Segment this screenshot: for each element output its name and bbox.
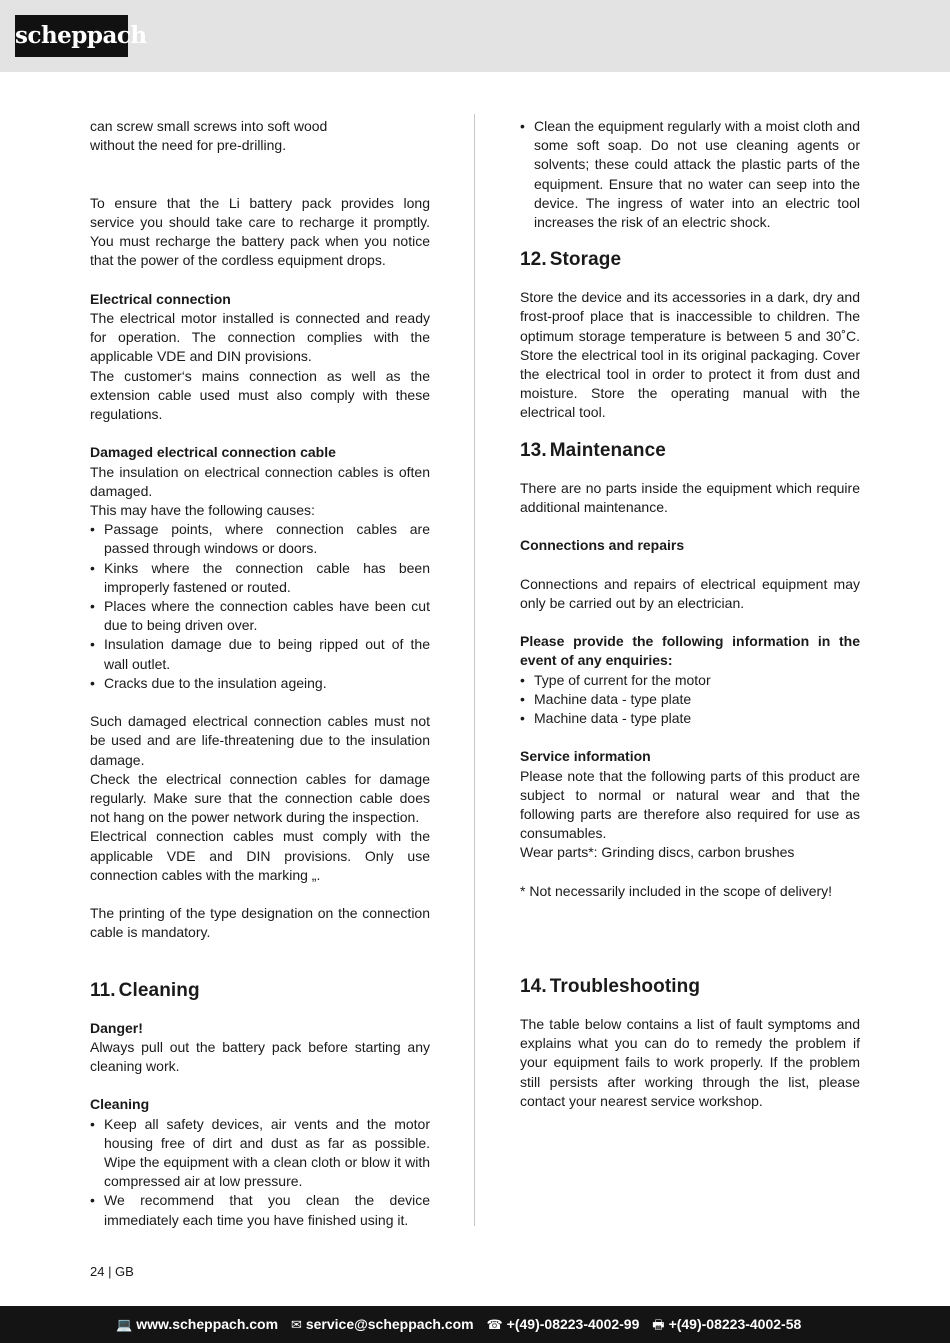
damaged-text-6: The printing of the type designation on the connection cable is mandatory. — [90, 905, 430, 941]
damaged-text-2: This may have the following causes: — [90, 502, 315, 519]
column-divider — [474, 114, 475, 1226]
footer-website[interactable] — [116, 1306, 278, 1343]
footnote-text: * Not necessarily included in the scope of delivery! — [520, 882, 833, 899]
wear-parts-text: Wear parts*: Grinding discs, carbon brushes — [520, 844, 795, 861]
website-link[interactable]: www.scheppach.com — [136, 1316, 279, 1332]
section-number: 13. — [520, 439, 547, 461]
footer-fax — [652, 1306, 801, 1343]
service-heading: Service information — [520, 748, 651, 765]
list-item: • Machine data - type plate — [520, 690, 860, 709]
connections-heading: Connections and repairs — [520, 537, 685, 554]
section-title-text: Maintenance — [549, 439, 666, 461]
fax-number: +(49)-08223-4002-58 — [668, 1316, 802, 1332]
section-number: 11. — [90, 979, 116, 1001]
service-text: Please note that the following parts of this product are subject to normal or natural wear and that the following parts are therefore also required for use as consumables. — [520, 767, 860, 842]
danger-heading: Danger! — [90, 1019, 143, 1036]
footer-email[interactable] — [291, 1306, 474, 1343]
electrical-heading: Electrical connection — [90, 290, 231, 307]
list-item: • Machine data - type plate — [520, 709, 860, 728]
left-column — [90, 117, 430, 1230]
list-item: • We recommend that you clean the device immediately each time you have finished using it. — [90, 1191, 430, 1229]
computer-icon: 💻 — [116, 1318, 133, 1333]
troubleshooting-section-title — [520, 975, 860, 999]
mail-icon: ✉ — [290, 1318, 302, 1333]
section-title-text: Storage — [549, 249, 622, 271]
right-column — [520, 117, 860, 1111]
header-band — [0, 0, 950, 72]
danger-text: Always pull out the battery pack before starting any cleaning work. — [90, 1038, 430, 1075]
maintenance-section-title — [520, 439, 860, 463]
list-item: • Type of current for the motor — [520, 671, 860, 690]
section-number: 14. — [520, 976, 547, 998]
list-item: • Places where the connection cables have been cut due to being driven over. — [90, 597, 430, 635]
storage-text: Store the device and its accessories in a dark, dry and frost-proof place that is inaccessible to children. The optimum storage temperature is between 5 and 30˚C. Store the electrical tool in its original packaging. Cover the electrical tool in order to protect it from dust and moisture. Store the operating manual with the electrical tool. — [520, 289, 860, 421]
email-link[interactable]: service@scheppach.com — [305, 1316, 474, 1332]
intro-text: can screw small screws into soft wood without the need for pre-drilling. — [90, 118, 328, 154]
page-number: 24 | GB — [90, 1264, 134, 1279]
maintenance-text: There are no parts inside the equipment which require additional maintenance. — [520, 479, 860, 515]
damaged-text-1: The insulation on electrical connection cables is often damaged. — [90, 463, 430, 499]
battery-text: To ensure that the Li battery pack provides long service you should take care to recharge it promptly. You must recharge the battery pack when you notice that the power of the cordless equipment drops. — [90, 194, 430, 269]
connections-text: Connections and repairs of electrical equipment may only be carried out by an electrician. — [520, 575, 860, 611]
section-number: 12. — [520, 249, 547, 271]
footer-bar — [0, 1306, 950, 1343]
section-title-text: Troubleshooting — [549, 976, 701, 998]
fax-icon: 🖶 — [652, 1318, 665, 1333]
list-item: • Kinks where the connection cable has been improperly fastened or routed. — [90, 559, 430, 597]
scheppach-logo: scheppach — [15, 15, 128, 57]
list-item: • Clean the equipment regularly with a moist cloth and some soft soap. Do not use cleaning agents or solvents; these could attack the plastic parts of the equipment. Ensure that no water can seep into the device. The ingress of water into an electric tool increases the risk of an electric shock. — [520, 117, 860, 232]
damaged-text-5: Electrical connection cables must comply with the applicable VDE and DIN provisions. Only use connection cables with the marking „. — [90, 828, 430, 883]
electrical-text-2: The customer‘s mains connection as well as the extension cable used must also comply with these regulations. — [90, 367, 430, 423]
electrical-text-1: The electrical motor installed is connected and ready for operation. The connection complies with the applicable VDE and DIN provisions. — [90, 310, 430, 365]
phone-number: +(49)-08223-4002-99 — [506, 1316, 640, 1332]
footer-phone — [486, 1306, 639, 1343]
damaged-cable-heading: Damaged electrical connection cable — [90, 444, 336, 461]
damaged-text-4: Check the electrical connection cables for damage regularly. Make sure that the connection cable does not hang on the power network during the inspection. — [90, 770, 430, 826]
list-item: • Passage points, where connection cables are passed through windows or doors. — [90, 520, 430, 558]
list-item: • Cracks due to the insulation ageing. — [90, 674, 430, 693]
section-title-text: Cleaning — [118, 979, 200, 1001]
storage-section-title — [520, 248, 860, 272]
cleaning-section-title — [90, 979, 430, 1003]
damaged-text-3: Such damaged electrical connection cables must not be used and are life-threatening due to the insulation damage. — [90, 713, 430, 768]
list-item: • Insulation damage due to being ripped out of the wall outlet. — [90, 635, 430, 673]
cleaning-subheading: Cleaning — [90, 1096, 150, 1113]
phone-icon: ☎ — [486, 1318, 503, 1333]
troubleshooting-text: The table below contains a list of fault symptoms and explains what you can do to remedy the problem if your equipment fails to work properly. If the problem still persists after working through the list, please contact your nearest service workshop. — [520, 1016, 860, 1109]
enquiries-heading: Please provide the following information in the event of any enquiries: — [520, 633, 860, 669]
list-item: • Keep all safety devices, air vents and the motor housing free of dirt and dust as far as possible. Wipe the equipment with a clean cloth or blow it with compressed air at low pressure. — [90, 1115, 430, 1192]
